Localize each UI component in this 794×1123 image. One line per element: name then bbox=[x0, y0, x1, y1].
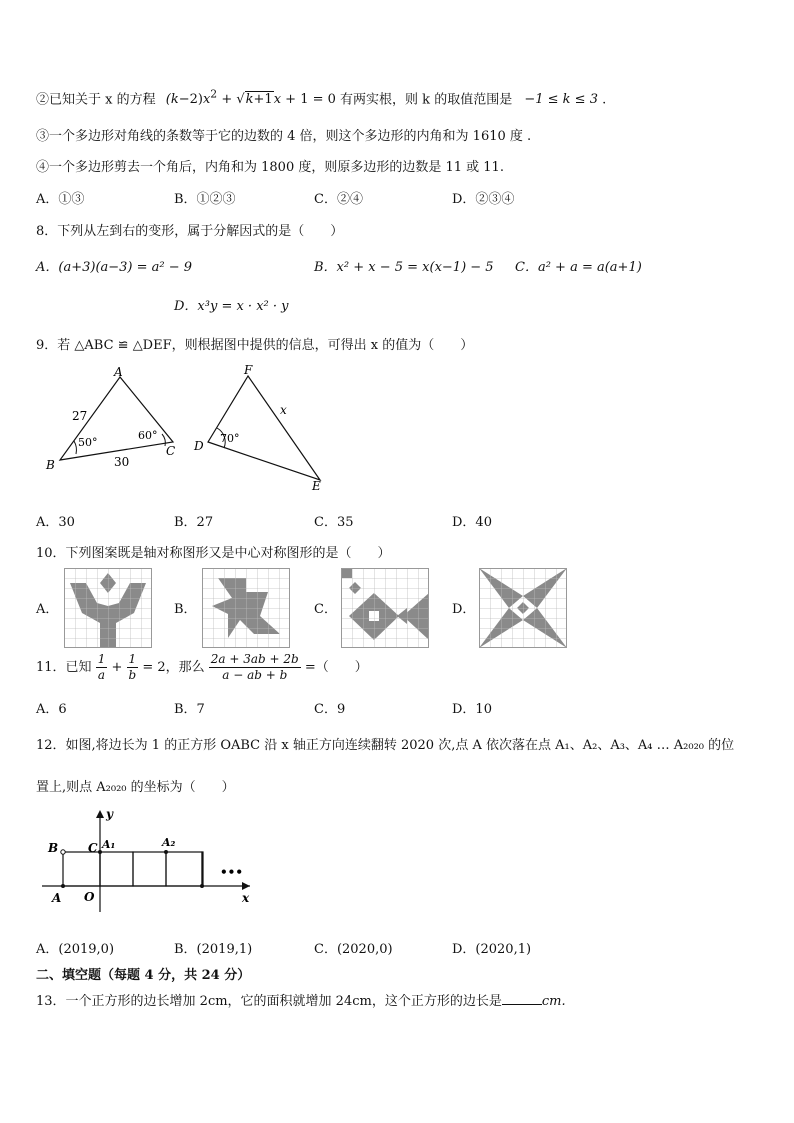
q10-label-d[interactable]: D． bbox=[452, 602, 476, 617]
q13-stem: 13．一个正方形的边长增加 2cm，它的面积就增加 24cm，这个正方形的边长是 cm. bbox=[36, 994, 566, 1009]
pattern-b[interactable] bbox=[202, 568, 290, 648]
q11-option-d[interactable]: D．10 bbox=[452, 702, 492, 717]
vertex-c: C bbox=[166, 444, 176, 458]
vertex-a: A bbox=[114, 365, 123, 379]
side-ab-label: 27 bbox=[72, 409, 88, 423]
vertex-f: F bbox=[244, 363, 253, 377]
continuation-dots: ••• bbox=[220, 865, 244, 879]
vertex-d: D bbox=[194, 439, 204, 453]
q11-option-c[interactable]: C．9 bbox=[314, 702, 346, 717]
equation: $(k-2)x^2 + √k+1x + 1 = 0$ bbox=[165, 88, 341, 108]
label-o: O bbox=[84, 890, 95, 904]
label-a1: A₁ bbox=[102, 838, 116, 851]
x-axis-arrow bbox=[242, 882, 250, 890]
q7-option-d[interactable]: D．②③④ bbox=[452, 192, 515, 207]
fraction-1-over-a: $\frac{1}{a}$ bbox=[97, 652, 106, 682]
q9-stem: 9．若 △ABC ≌ △DEF，则根据图中提供的信息，可得出 x 的值为（ ） bbox=[36, 338, 474, 353]
q12-option-c[interactable]: C．(2020,0) bbox=[314, 942, 393, 957]
q7-option-c[interactable]: C．②④ bbox=[314, 192, 363, 207]
point-a2 bbox=[164, 850, 168, 854]
q12-squares-figure bbox=[38, 806, 268, 916]
q12-option-d[interactable]: D．(2020,1) bbox=[452, 942, 532, 957]
side-fe-label: x bbox=[280, 403, 287, 417]
angle-b-label: 50° bbox=[78, 436, 98, 449]
q12-stem-line1: 12．如图,将边长为 1 的正方形 OABC 沿 x 轴正方向连续翻转 2020 次,点 A 依次落在点 A₁、A₂、A₃、A₄ … A₂₀₂₀ 的位 bbox=[36, 738, 735, 753]
label-a: A bbox=[52, 891, 62, 905]
label-b: B bbox=[48, 841, 59, 855]
q11-option-b[interactable]: B．7 bbox=[174, 702, 205, 717]
label-c: C bbox=[88, 841, 98, 855]
triangle-def bbox=[208, 376, 320, 480]
q9-option-d[interactable]: D．40 bbox=[452, 515, 492, 530]
q10-stem: 10．下列图案既是轴对称图形又是中心对称图形的是（ ） bbox=[36, 546, 391, 561]
vertex-e: E bbox=[312, 479, 321, 493]
point-a bbox=[61, 884, 65, 888]
q9-triangles-figure bbox=[40, 362, 340, 497]
q11-option-a[interactable]: A．6 bbox=[36, 702, 67, 717]
q7-option-a[interactable]: A．①③ bbox=[36, 192, 85, 207]
angle-c-label: 60° bbox=[138, 429, 158, 442]
x-axis-label: x bbox=[242, 891, 250, 905]
label-a2: A₂ bbox=[162, 836, 176, 849]
y-axis-label: y bbox=[106, 807, 113, 821]
fraction-expression: $\frac{2a + 3ab + 2b}{a - ab + b}$ bbox=[210, 652, 299, 682]
pattern-d[interactable] bbox=[479, 568, 567, 648]
q8-option-b[interactable]: B．x² + x − 5 = x(x−1) − 5 bbox=[314, 260, 494, 275]
q7-option-b[interactable]: B．①②③ bbox=[174, 192, 236, 207]
section-2-heading: 二、填空题（每题 4 分，共 24 分） bbox=[36, 968, 251, 983]
vertex-b: B bbox=[46, 458, 55, 472]
q8-option-c[interactable]: C．a² + a = a(a+1) bbox=[515, 260, 642, 275]
q12-option-b[interactable]: B．(2019,1) bbox=[174, 942, 253, 957]
side-bc-label: 30 bbox=[114, 455, 130, 469]
q9-option-b[interactable]: B．27 bbox=[174, 515, 214, 530]
q10-label-c[interactable]: C． bbox=[314, 602, 337, 617]
q12-option-a[interactable]: A．(2019,0) bbox=[36, 942, 115, 957]
q12-stem-line2: 置上,则点 A₂₀₂₀ 的坐标为（ ） bbox=[36, 780, 235, 795]
q9-option-c[interactable]: C．35 bbox=[314, 515, 354, 530]
y-axis-arrow bbox=[96, 810, 104, 818]
statement-2: ②已知关于 x 的方程 $(k-2)x^2 + √k+1x + 1 = 0$ 有两实根，则 k 的取值范围是 −1 ≤ k ≤ 3 . bbox=[36, 88, 607, 108]
q8-option-a[interactable]: A．(a+3)(a−3) = a² − 9 bbox=[36, 260, 193, 275]
q8-option-d[interactable]: D．x³y = x · x² · y bbox=[174, 299, 289, 314]
q10-label-b[interactable]: B． bbox=[174, 602, 197, 617]
statement-3: ③一个多边形对角线的条数等于它的边数的 4 倍，则这个多边形的内角和为 1610 度 . bbox=[36, 129, 532, 144]
answer-blank[interactable] bbox=[502, 992, 542, 1005]
q10-label-a[interactable]: A． bbox=[36, 602, 59, 617]
q11-stem: 11．已知 $\frac{1}{a}$ + $\frac{1}{b}$ = 2，那么 $\frac{2a + 3ab + 2b}{a - ab + b}$ =（ ） bbox=[36, 652, 368, 682]
angle-b-arc bbox=[74, 441, 76, 454]
fraction-1-over-b: $\frac{1}{b}$ bbox=[128, 652, 137, 682]
range: −1 ≤ k ≤ 3 bbox=[524, 92, 598, 108]
angle-d-label: 70° bbox=[220, 432, 240, 445]
statement-4: ④一个多边形剪去一个角后，内角和为 1800 度，则原多边形的边数是 11 或 11. bbox=[36, 160, 504, 175]
q9-option-a[interactable]: A．30 bbox=[36, 515, 75, 530]
pattern-c[interactable] bbox=[341, 568, 429, 648]
point-b bbox=[61, 850, 65, 854]
q8-stem: 8．下列从左到右的变形，属于分解因式的是（ ） bbox=[36, 224, 344, 239]
square-oabc bbox=[63, 852, 100, 886]
pattern-a[interactable] bbox=[64, 568, 152, 648]
